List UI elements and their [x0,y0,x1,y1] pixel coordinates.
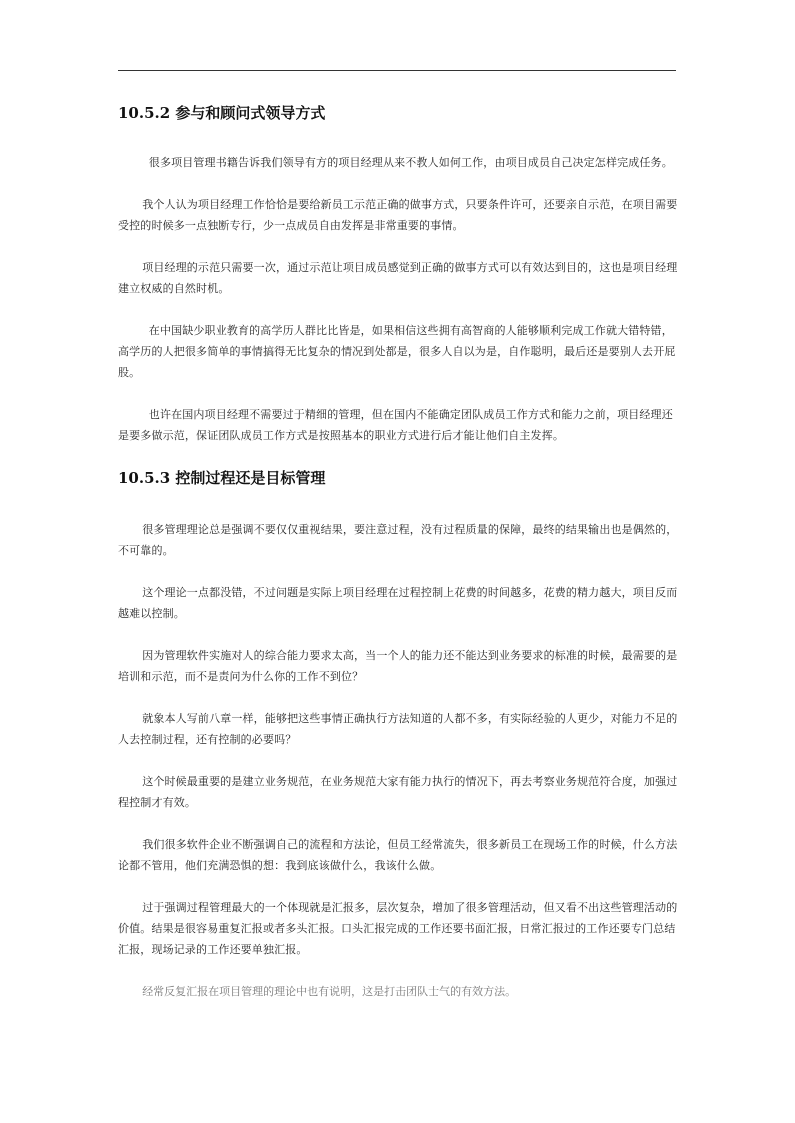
paragraph: 也许在国内项目经理不需要过于精细的管理，但在国内不能确定团队成员工作方式和能力之前，项目经理还是要多做示范，保证团队成员工作方式是按照基本的职业方式进行后才能让他们自主发挥。 [118,408,673,442]
paragraph: 我们很多软件企业不断强调自己的流程和方法论，但员工经常流失，很多新员工在现场工作的时候，什么方法论都不管用，他们充满恐惧的想：我到底该做什么，我该什么做。 [118,838,678,872]
paragraph: 这个理论一点都没错，不过问题是实际上项目经理在过程控制上花费的时间越多，花费的精力越大，项目反而越难以控制。 [118,586,678,620]
header-rule [118,70,676,71]
paragraph: 就象本人写前八章一样，能够把这些事情正确执行方法知道的人都不多，有实际经验的人更少，对能力不足的人去控制过程，还有控制的必要吗？ [118,712,678,746]
paragraph: 在中国缺少职业教育的高学历人群比比皆是，如果相信这些拥有高智商的人能够顺利完成工作就大错特错，高学历的人把很多简单的事情搞得无比复杂的情况到处都是，很多人自以为是，自作聪明，最后还是要别人去开屁股。 [118,324,676,379]
paragraph: 这个时候最重要的是建立业务规范，在业务规范大家有能力执行的情况下，再去考察业务规范符合度，加强过程控制才有效。 [118,775,678,809]
paragraph: 很多项目管理书籍告诉我们领导有方的项目经理从来不教人如何工作，由项目成员自己决定怎样完成任务。 [148,156,673,169]
section-heading: 10.5.3 控制过程还是目标管理 [118,469,326,487]
cut-off-paragraph: 经常反复汇报在项目管理的理论中也有说明，这是打击团队士气的有效方法。 [142,985,517,998]
paragraph: 我个人认为项目经理工作恰恰是要给新员工示范正确的做事方式，只要条件许可，还要亲自示范，在项目需要受控的时候多一点独断专行，少一点成员自由发挥是非常重要的事情。 [118,198,678,232]
paragraph: 很多管理理论总是强调不要仅仅重视结果，要注意过程，没有过程质量的保障，最终的结果输出也是偶然的，不可靠的。 [118,523,678,557]
paragraph: 项目经理的示范只需要一次，通过示范让项目成员感觉到正确的做事方式可以有效达到目的，这也是项目经理建立权威的自然时机。 [118,261,678,295]
section-heading: 10.5.2 参与和顾问式领导方式 [118,104,326,122]
paragraph: 过于强调过程管理最大的一个体现就是汇报多，层次复杂，增加了很多管理活动，但又看不出这些管理活动的价值。结果是很容易重复汇报或者多头汇报。口头汇报完成的工作还要书面汇报，日常汇报过的工作还要专门总结汇报，现场记录的工作还要单独汇报。 [118,901,678,956]
section-10-5-2 [118,102,678,446]
section-10-5-3 [118,467,678,998]
document-body [118,102,678,998]
paragraph: 因为管理软件实施对人的综合能力要求太高，当一个人的能力还不能达到业务要求的标准的时候，最需要的是培训和示范，而不是责问为什么你的工作不到位？ [118,649,678,683]
